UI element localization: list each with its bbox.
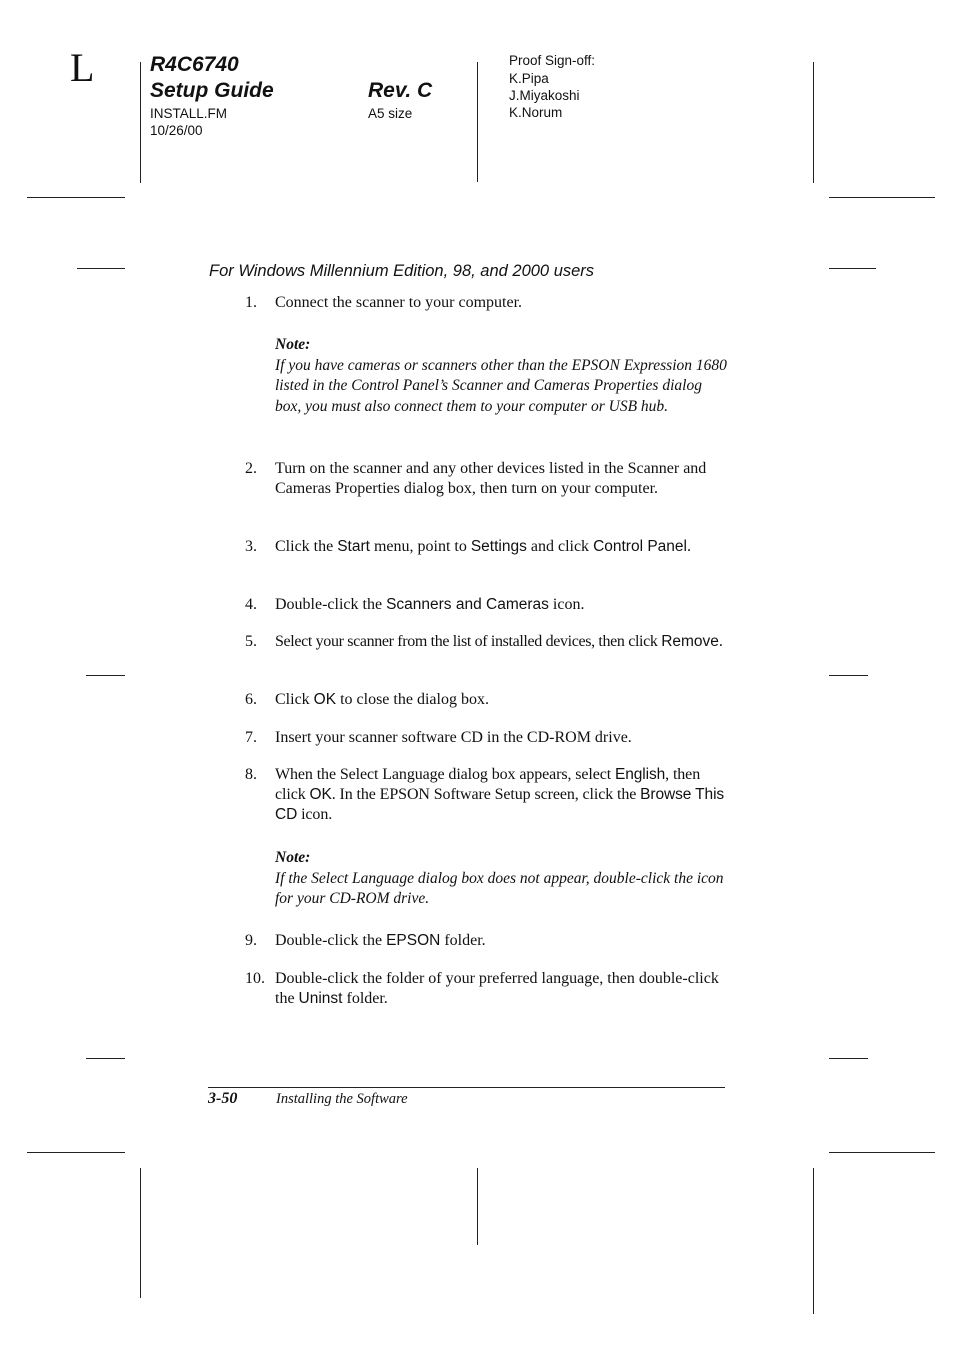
crop-mark [477, 1168, 478, 1245]
crop-mark [829, 197, 935, 198]
step-text: Double-click the EPSON folder. [275, 932, 486, 949]
signoff-name: K.Pipa [509, 71, 549, 86]
crop-mark [27, 197, 125, 198]
step-text: Select your scanner from the list of installed devices, then click Remove. [275, 633, 723, 650]
note-text: If the Select Language dialog box does not appear, double-click the icon for your CD-ROM drive. [275, 869, 724, 907]
footer-rule [208, 1087, 725, 1088]
step-number: 1. [245, 294, 257, 311]
crop-mark [477, 62, 478, 182]
crop-mark [86, 1058, 125, 1059]
section-heading: For Windows Millennium Edition, 98, and 2000 users [209, 262, 595, 280]
page-side-marker: L [70, 45, 95, 90]
step-text: Click OK to close the dialog box. [275, 691, 489, 708]
page-number: 3-50 [208, 1090, 238, 1107]
step-text: Connect the scanner to your computer. [275, 294, 523, 311]
crop-mark [829, 1058, 868, 1059]
step-number: 8. [245, 766, 257, 783]
ui-term: OK [313, 691, 337, 708]
crop-mark [829, 675, 868, 676]
note-text: If you have cameras or scanners other than the EPSON Expression 1680 listed in the Control Panel’s Scanner and Cameras Properties dialog box, you must also connect them to your computer or USB hub. [275, 356, 727, 415]
revision-label: Rev. C [368, 79, 433, 102]
crop-mark [86, 675, 125, 676]
step-number: 5. [245, 633, 257, 650]
crop-mark [813, 62, 814, 183]
step-number: 9. [245, 932, 257, 949]
step-number: 10. [245, 970, 265, 987]
step-number: 3. [245, 538, 257, 555]
crop-mark [829, 268, 876, 269]
step-number: 2. [245, 460, 257, 477]
ui-term: OK [309, 786, 332, 803]
proof-signoff-label: Proof Sign-off: [509, 53, 596, 68]
crop-mark [829, 1152, 935, 1153]
document-title: Setup Guide [150, 79, 274, 102]
note-label: Note: [275, 849, 311, 866]
step-text: Turn on the scanner and any other devices listed in the Scanner and Cameras Properties dialog box, then turn on your computer. [275, 460, 707, 497]
ui-term: Uninst [298, 990, 343, 1007]
ui-term: English [615, 766, 666, 783]
crop-mark [77, 268, 125, 269]
step-text: When the Select Language dialog box appears, select English, then click OK. In the EPSON Software Setup screen, click the Browse This CD icon. [275, 766, 725, 823]
crop-mark [140, 62, 141, 183]
step-text: Click the Start menu, point to Settings and click Control Panel. [275, 538, 691, 555]
step-text: Insert your scanner software CD in the CD-ROM drive. [275, 729, 632, 746]
note-block [275, 848, 727, 910]
signoff-name: K.Norum [509, 105, 563, 120]
ui-term: EPSON [386, 932, 441, 949]
ui-term: Scanners and Cameras [386, 596, 549, 613]
document-code: R4C6740 [150, 53, 239, 76]
note-label: Note: [275, 336, 311, 353]
step-number: 6. [245, 691, 257, 708]
step-number: 7. [245, 729, 257, 746]
file-name: INSTALL.FM [150, 106, 228, 121]
crop-mark [140, 1168, 141, 1298]
ui-term: Settings [470, 538, 527, 555]
crop-mark [813, 1168, 814, 1314]
signoff-name: J.Miyakoshi [509, 88, 580, 103]
note-block [275, 335, 727, 417]
step-text: Double-click the folder of your preferred language, then double-click the Uninst folder. [275, 970, 719, 1007]
file-date: 10/26/00 [150, 123, 203, 138]
ui-term: Remove [661, 633, 719, 650]
ui-term: Control Panel [593, 538, 687, 555]
crop-mark [27, 1152, 125, 1153]
running-footer-title: Installing the Software [276, 1091, 408, 1107]
ui-term: Start [337, 538, 370, 555]
step-number: 4. [245, 596, 257, 613]
step-text: Double-click the Scanners and Cameras icon. [275, 596, 585, 613]
page-size-label: A5 size [368, 106, 413, 121]
ui-term: Browse This CD [275, 786, 725, 823]
